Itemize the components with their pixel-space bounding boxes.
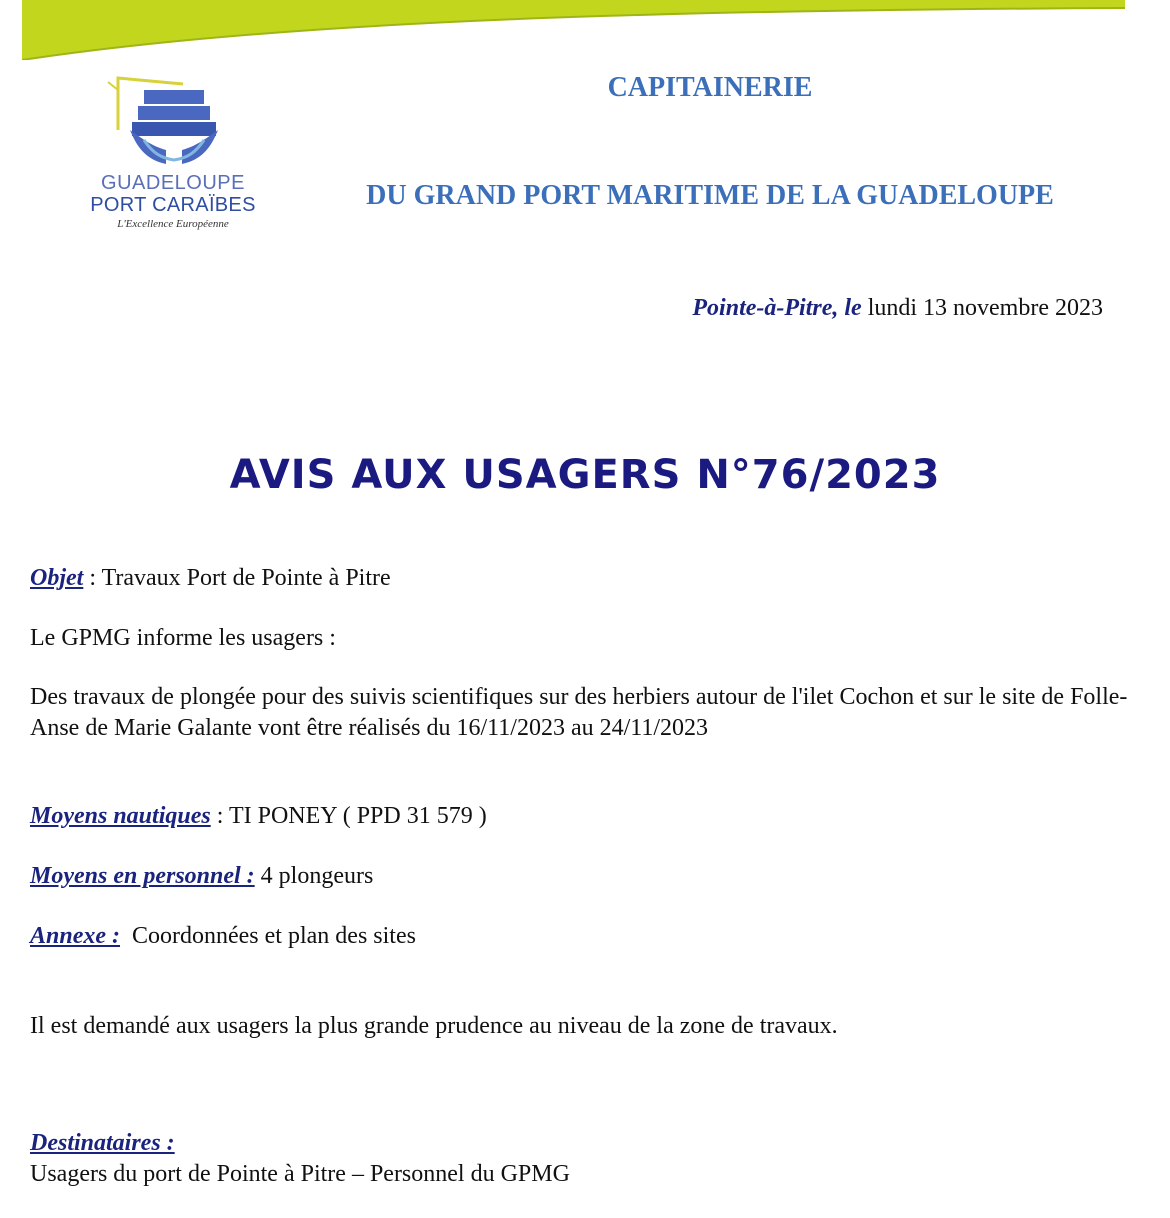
logo-text-guadeloupe: GUADELOUPE xyxy=(101,172,245,194)
notice-title: AVIS AUX USAGERS N°76/2023 xyxy=(229,452,941,498)
destinataires-value: Usagers du port de Pointe à Pitre – Personnel du GPMG xyxy=(30,1161,570,1187)
moyens-personnel-label: Moyens en personnel : xyxy=(30,863,255,889)
objet-value: Travaux Port de Pointe à Pitre xyxy=(101,565,391,591)
logo-tagline: L'Excellence Européenne xyxy=(117,218,229,230)
dateline-place: Pointe-à-Pitre, le xyxy=(692,295,862,321)
moyens-personnel-value: 4 plongeurs xyxy=(260,863,374,889)
objet-label: Objet xyxy=(30,565,84,591)
logo-emblem xyxy=(78,70,268,170)
body-paragraph: Des travaux de plongée pour des suivis scientifiques sur des herbiers autour de l'ilet Cochon et sur le site de Folle-Anse de Marie Galante vont être réalisés du 16/11/2023 au 24/11/2023 xyxy=(30,684,1128,741)
annexe-separator xyxy=(120,923,132,949)
prudence-line: Il est demandé aux usagers la plus grande prudence au niveau de la zone de travaux. xyxy=(30,1013,838,1039)
destinataires-label: Destinataires : xyxy=(30,1130,175,1156)
logo-text-port-caraibes: PORT CARAÏBES xyxy=(90,194,256,216)
header-subtitle: DU GRAND PORT MARITIME DE LA GUADELOUPE xyxy=(366,180,1054,211)
objet-line xyxy=(30,565,391,592)
moyens-nautiques-line xyxy=(30,803,487,830)
moyens-nautiques-label: Moyens nautiques xyxy=(30,803,211,829)
annexe-line xyxy=(30,923,416,950)
moyens-personnel-line xyxy=(30,863,373,890)
annexe-label: Annexe : xyxy=(30,923,120,949)
objet-separator: : xyxy=(83,565,102,591)
dateline-date: lundi 13 novembre 2023 xyxy=(867,295,1103,321)
annexe-value: Coordonnées et plan des sites xyxy=(132,923,416,949)
destinataires-heading xyxy=(30,1130,175,1157)
dateline xyxy=(692,295,1103,322)
gpmg-logo xyxy=(78,70,268,240)
moyens-nautiques-separator: : xyxy=(210,803,229,829)
header-title: CAPITAINERIE xyxy=(607,72,813,103)
intro-line: Le GPMG informe les usagers : xyxy=(30,625,336,651)
moyens-nautiques-value: TI PONEY ( PPD 31 579 ) xyxy=(228,803,487,829)
header-swoosh xyxy=(0,0,1170,60)
